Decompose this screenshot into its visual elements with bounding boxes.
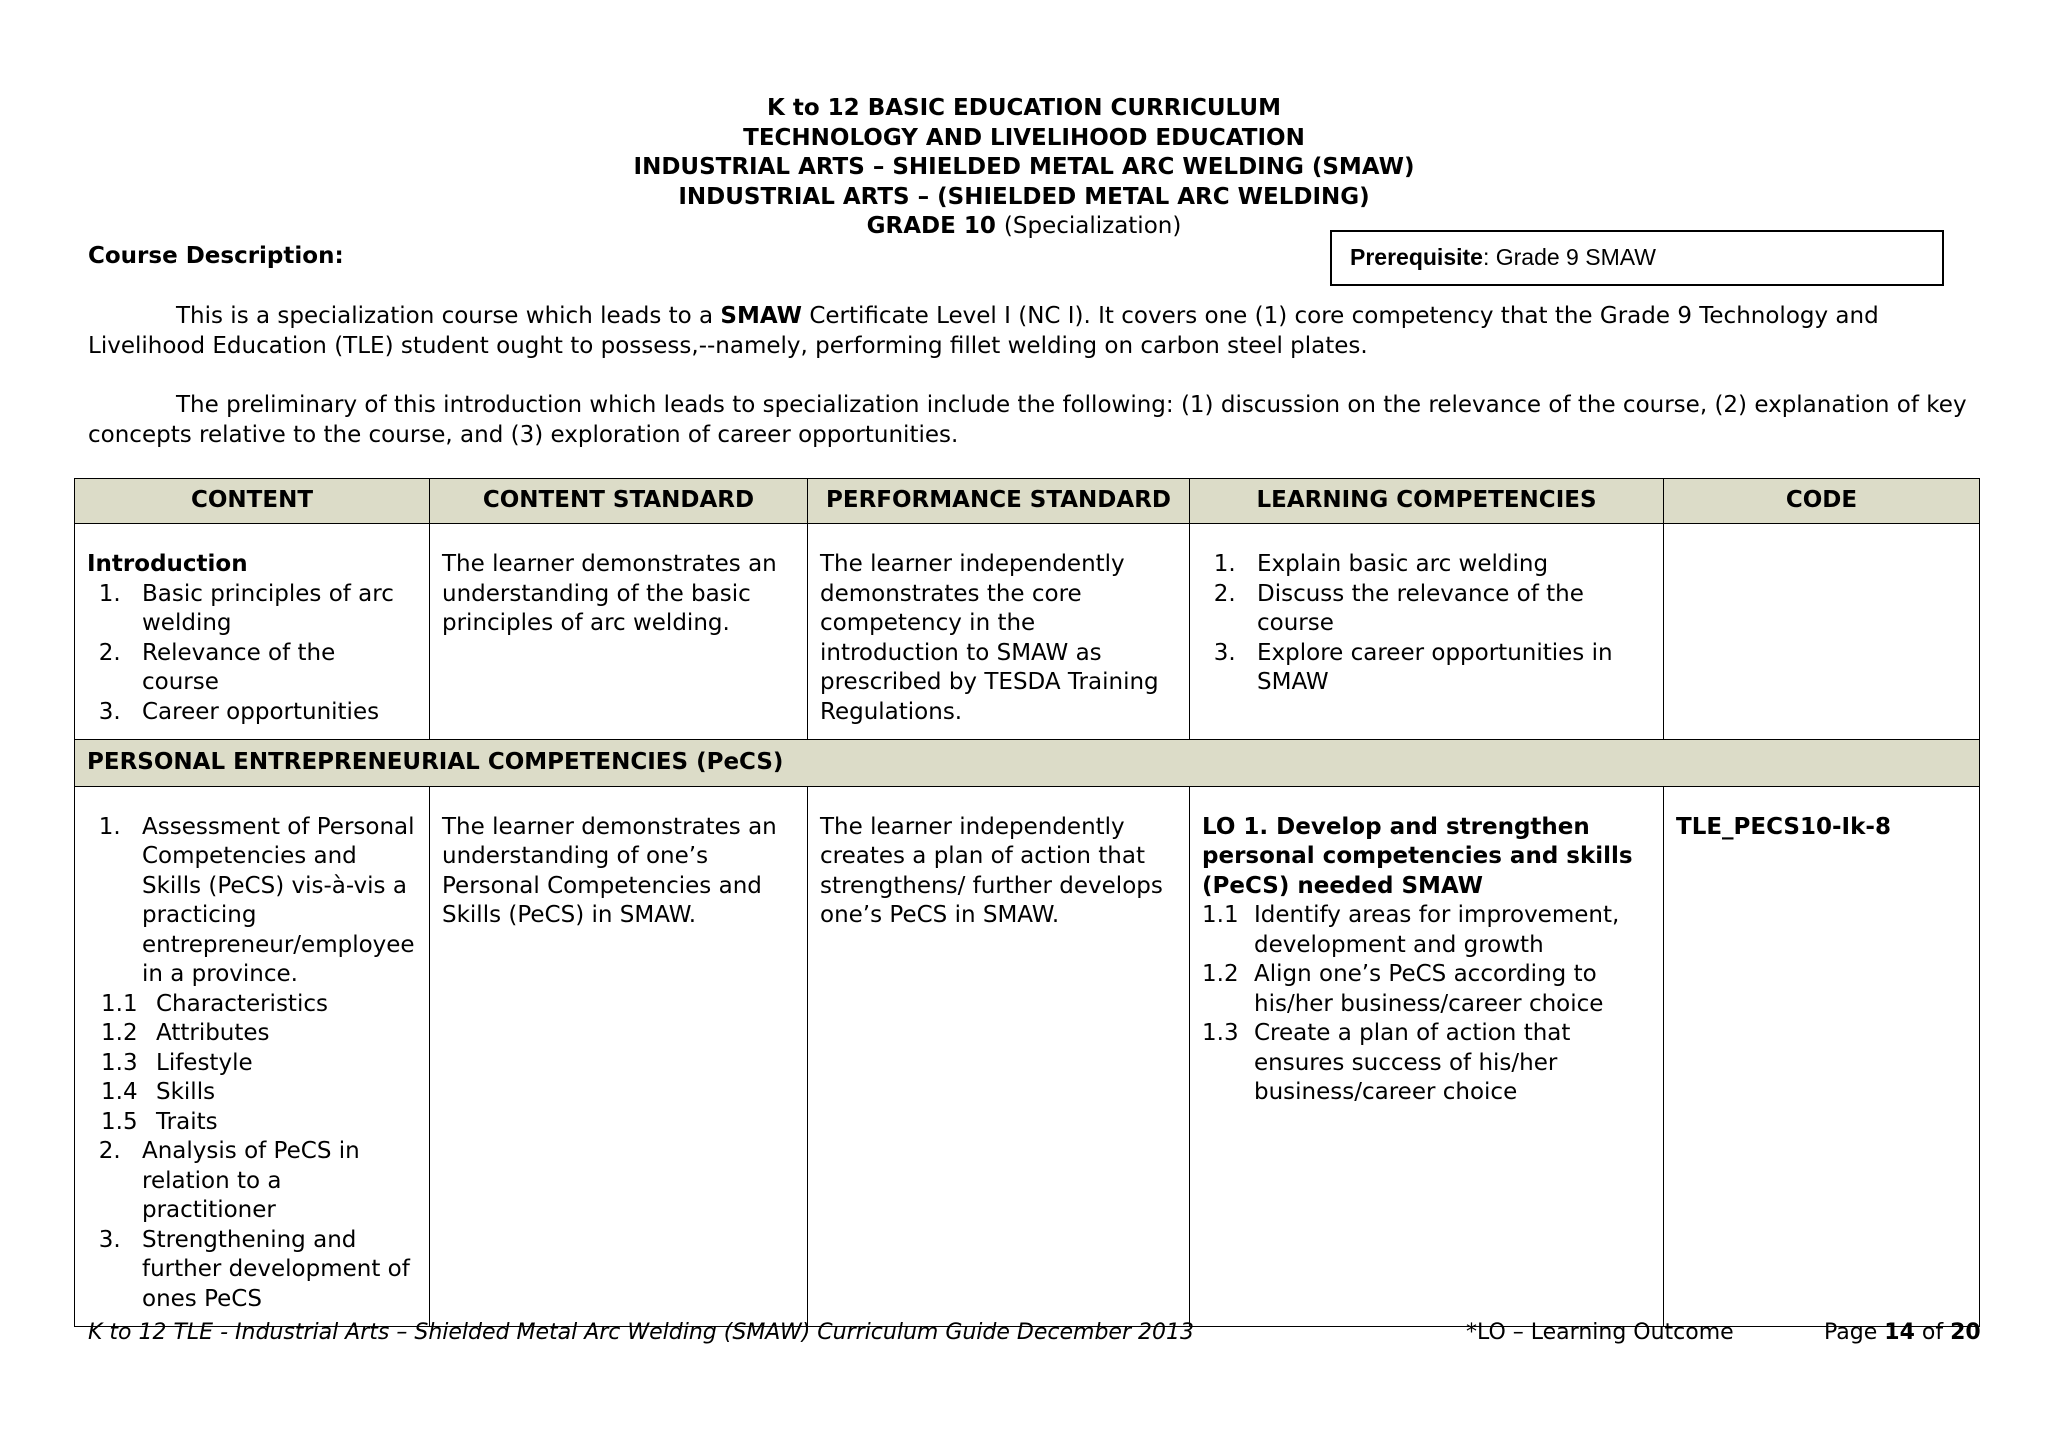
- sub-item-number: 1.5: [101, 1108, 138, 1135]
- table-row-introduction: [75, 524, 1980, 740]
- pecs-content-cell: [75, 786, 430, 1327]
- prerequisite-box: [1330, 230, 1944, 286]
- sub-item-text: Characteristics: [156, 990, 328, 1017]
- header-line-3: INDUSTRIAL ARTS – SHIELDED METAL ARC WELDING (SMAW): [633, 154, 1415, 180]
- list-item: [101, 1108, 417, 1138]
- sub-item-number: 1.2: [101, 1020, 138, 1046]
- curriculum-table: [74, 478, 1980, 1327]
- lo-item-number: 1.2: [1202, 961, 1239, 987]
- list-item: [101, 990, 417, 1020]
- learning-outcome-list: [1202, 901, 1651, 1108]
- header-code: CODE: [1664, 479, 1980, 524]
- intro-content-list: [87, 580, 417, 728]
- list-item: [1202, 960, 1651, 1019]
- page-total: 20: [1950, 1320, 1981, 1345]
- pecs-competencies-cell: [1190, 786, 1664, 1327]
- intro-code-cell: [1664, 524, 1980, 740]
- document-header: [0, 94, 2048, 242]
- list-item: 1. Basic principles of arc welding: [128, 580, 417, 639]
- page-current: 14: [1884, 1320, 1915, 1345]
- intro-performance-standard-cell: The learner independently demonstrates the core competency in the introduction to SMAW as prescribed by TESDA Training Regulations.: [808, 524, 1190, 740]
- footer-legend: *LO – Learning Outcome: [1466, 1320, 1734, 1345]
- header-content: CONTENT: [75, 479, 430, 524]
- header-learning-competencies: LEARNING COMPETENCIES: [1190, 479, 1664, 524]
- header-grade-note: (Specialization): [1003, 213, 1182, 239]
- table-section-row: [75, 740, 1980, 787]
- list-item: [101, 1049, 417, 1079]
- paragraph-1-before: This is a specialization course which leads to a: [176, 303, 721, 329]
- header-line-1: K to 12 BASIC EDUCATION CURRICULUM: [767, 95, 1281, 121]
- sub-item-text: Skills: [156, 1079, 216, 1105]
- sub-item-text: Attributes: [156, 1020, 270, 1046]
- course-description-paragraph-2: The preliminary of this introduction which leads to specialization include the following: (1) discussion on the relevance of the course, (2) explanation of key concepts relative to the course, and (3) exploration of career opportunities.: [88, 392, 1967, 448]
- header-line-2: TECHNOLOGY AND LIVELIHOOD EDUCATION: [743, 124, 1305, 151]
- pecs-item-1-text: Assessment of Personal Competencies and Skills (PeCS) vis-à-vis a practicing entrepreneur/employee in a province.: [142, 813, 415, 987]
- list-item: 1. Explain basic arc welding: [1243, 550, 1651, 580]
- list-item: 3. Strengthening and further development of ones PeCS: [128, 1226, 417, 1315]
- page-label: Page: [1824, 1320, 1885, 1345]
- list-item: [101, 813, 417, 1138]
- list-item: [1202, 901, 1651, 960]
- sub-item-number: 1.4: [101, 1079, 138, 1105]
- header-grade: GRADE 10: [866, 213, 996, 239]
- prerequisite-value: : Grade 9 SMAW: [1482, 244, 1656, 270]
- list-item: 2. Analysis of PeCS in relation to a practitioner: [128, 1137, 417, 1226]
- list-item: 2. Discuss the relevance of the course: [1243, 580, 1651, 639]
- list-item: [101, 1078, 417, 1108]
- pecs-sub-list: [101, 990, 417, 1138]
- list-item: [1202, 1019, 1651, 1108]
- intro-content-title: Introduction: [87, 551, 248, 577]
- table-header-row: [75, 479, 1980, 524]
- pecs-content-standard-cell: The learner demonstrates an understanding of one’s Personal Competencies and Skills (PeCS) in SMAW.: [430, 786, 808, 1327]
- lo-item-number: 1.1: [1202, 902, 1239, 928]
- pecs-code-cell: TLE_PECS10-Ik-8: [1664, 786, 1980, 1327]
- section-title: PERSONAL ENTREPRENEURIAL COMPETENCIES (PeCS): [75, 740, 1980, 787]
- pecs-content-list: [87, 813, 417, 1315]
- list-item: 2. Relevance of the course: [128, 639, 417, 698]
- paragraph-1-after: Certificate Level I (NC I). It covers one (1) core competency that the Grade 9 Technology and Livelihood Education (TLE) student ought to possess,--namely, performing fillet welding on carbon steel plates.: [88, 303, 1879, 359]
- page-of-label: of: [1914, 1320, 1951, 1345]
- lo-item-text: Create a plan of action that ensures success of his/her business/career choice: [1254, 1020, 1571, 1105]
- learning-outcome-title: LO 1. Develop and strengthen personal competencies and skills (PeCS) needed SMAW: [1202, 813, 1633, 899]
- header-performance-standard: PERFORMANCE STANDARD: [808, 479, 1190, 524]
- intro-competencies-list: [1202, 550, 1651, 698]
- table-row-pecs: [75, 786, 1980, 1327]
- intro-competencies-cell: [1190, 524, 1664, 740]
- list-item: 3. Career opportunities: [128, 698, 417, 728]
- intro-content-cell: [75, 524, 430, 740]
- list-item: 3. Explore career opportunities in SMAW: [1243, 639, 1651, 698]
- footer-document-title: K to 12 TLE - Industrial Arts – Shielded Metal Arc Welding (SMAW) Curriculum Guide December 2013: [88, 1320, 1194, 1345]
- list-item: [101, 1019, 417, 1049]
- sub-item-text: Lifestyle: [156, 1049, 253, 1076]
- intro-content-standard-cell: The learner demonstrates an understanding of the basic principles of arc welding.: [430, 524, 808, 740]
- footer-page-number: [1824, 1320, 1981, 1345]
- sub-item-number: 1.1: [101, 990, 138, 1017]
- lo-item-text: Identify areas for improvement, development and growth: [1254, 902, 1620, 958]
- course-description-paragraph-1: [88, 302, 1968, 361]
- course-description-label: Course Description:: [88, 243, 344, 269]
- lo-item-number: 1.3: [1202, 1020, 1239, 1046]
- paragraph-1-bold: SMAW: [720, 303, 803, 329]
- sub-item-text: Traits: [156, 1108, 218, 1135]
- header-content-standard: CONTENT STANDARD: [430, 479, 808, 524]
- prerequisite-label: Prerequisite: [1350, 244, 1483, 270]
- pecs-performance-standard-cell: The learner independently creates a plan of action that strengthens/ further develops one’s PeCS in SMAW.: [808, 786, 1190, 1327]
- sub-item-number: 1.3: [101, 1049, 138, 1076]
- header-line-4: INDUSTRIAL ARTS – (SHIELDED METAL ARC WELDING): [678, 183, 1370, 210]
- lo-item-text: Align one’s PeCS according to his/her business/career choice: [1254, 961, 1604, 1017]
